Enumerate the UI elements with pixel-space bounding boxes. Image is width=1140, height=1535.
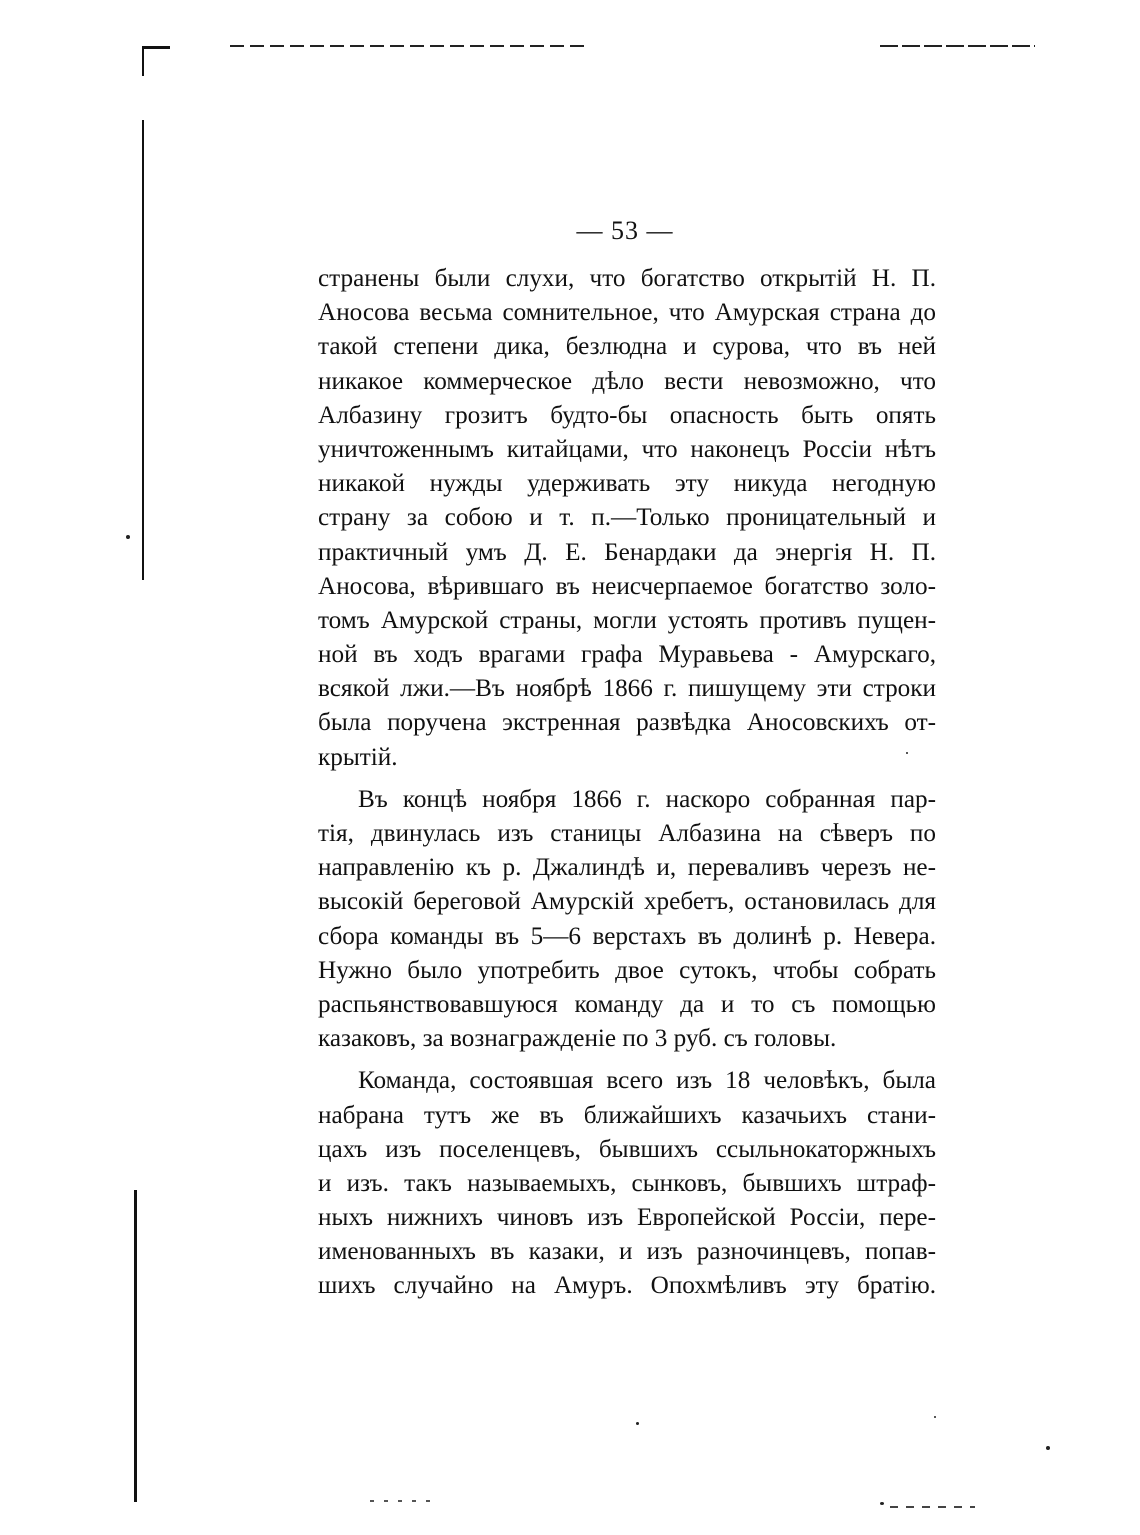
scan-header-dashes-left	[230, 45, 590, 47]
scan-border-left-upper	[142, 120, 144, 580]
text-line: никакой нужды удерживать эту никуда негодную	[318, 470, 936, 498]
scan-footer-dashes	[890, 1506, 975, 1508]
text-line: никакое коммерческое дѣло вести невозможно, что	[318, 367, 936, 395]
scan-border-top	[142, 46, 170, 49]
scan-speck	[1046, 1446, 1050, 1450]
text-line: ныхъ нижнихъ чиновъ изъ Европейской Россіи, пере-	[318, 1204, 936, 1232]
text-line: была поручена экстренная развѣдка Аносовскихъ от-	[318, 709, 936, 737]
text-line: практичный умъ Д. Е. Бенардаки да энергія Н. П.	[318, 538, 936, 566]
text-line: набрана тутъ же въ ближайшихъ казачьихъ стани-	[318, 1101, 936, 1129]
text-line: сбора команды въ 5—6 верстахъ въ долинѣ р. Невера.	[318, 922, 936, 950]
text-line: Албазину грозитъ будто-бы опасность быть опять	[318, 401, 936, 429]
text-line: страну за собою и т. п.—Только проницательный и	[318, 504, 936, 532]
body-text	[318, 262, 936, 1304]
text-line: Аносова весьма сомнительное, что Амурская страна до	[318, 299, 936, 327]
text-line: Въ концѣ ноября 1866 г. наскоро собранная пар-	[358, 785, 936, 813]
scan-border-left-lower	[134, 1190, 137, 1502]
text-line: именованныхъ въ казаки, и изъ разночинцевъ, попав-	[318, 1238, 936, 1266]
text-line: и изъ. такъ называемыхъ, сынковъ, бывшихъ штраф-	[318, 1169, 936, 1197]
text-line: томъ Амурской страны, могли устоять противъ пущен-	[318, 606, 936, 634]
text-line: цахъ изъ поселенцевъ, бывшихъ ссыльнокаторжныхъ	[318, 1135, 936, 1163]
text-line: такой степени дика, безлюдна и сурова, что въ ней	[318, 333, 936, 361]
scan-speck	[934, 1416, 936, 1418]
text-line: Аносова, вѣрившаго въ неисчерпаемое богатство золо-	[318, 572, 936, 600]
text-line: ной въ ходъ врагами графа Муравьева - Амурскаго,	[318, 641, 936, 669]
scan-speck	[126, 535, 130, 539]
text-line: распьянствовавшуюся команду да и то съ помощью	[318, 990, 936, 1018]
text-line: казаковъ, за вознагражденіе по 3 руб. съ головы.	[318, 1025, 837, 1053]
scan-speck	[880, 1502, 884, 1505]
text-line: всякой лжи.—Въ ноябрѣ 1866 г. пишущему эти строки	[318, 675, 936, 703]
scan-footer-dashes	[370, 1500, 440, 1502]
scan-speck	[636, 1422, 639, 1425]
text-line: странены были слухи, что богатство открытій Н. П.	[318, 265, 936, 292]
text-line: тія, двинулась изъ станицы Албазина на сѣверъ по	[318, 820, 936, 847]
scan-header-dashes-right	[880, 45, 1035, 47]
text-line: Нужно было употребить двое сутокъ, чтобы собрать	[318, 956, 936, 984]
text-line: крытій.	[318, 743, 398, 771]
text-line: направленію къ р. Джалиндѣ и, переваливъ черезъ не-	[318, 854, 936, 882]
text-line: Команда, состоявшая всего изъ 18 человѣкъ, была	[358, 1067, 936, 1095]
page-number: — 53 —	[576, 216, 674, 245]
text-line: уничтоженнымъ китайцами, что наконецъ Россіи нѣтъ	[318, 435, 936, 463]
text-line: шихъ случайно на Амуръ. Опохмѣливъ эту братію.	[318, 1272, 936, 1300]
text-line: высокій береговой Амурскій хребетъ, остановилась для	[318, 888, 936, 916]
scan-border-top-tick	[142, 46, 144, 76]
